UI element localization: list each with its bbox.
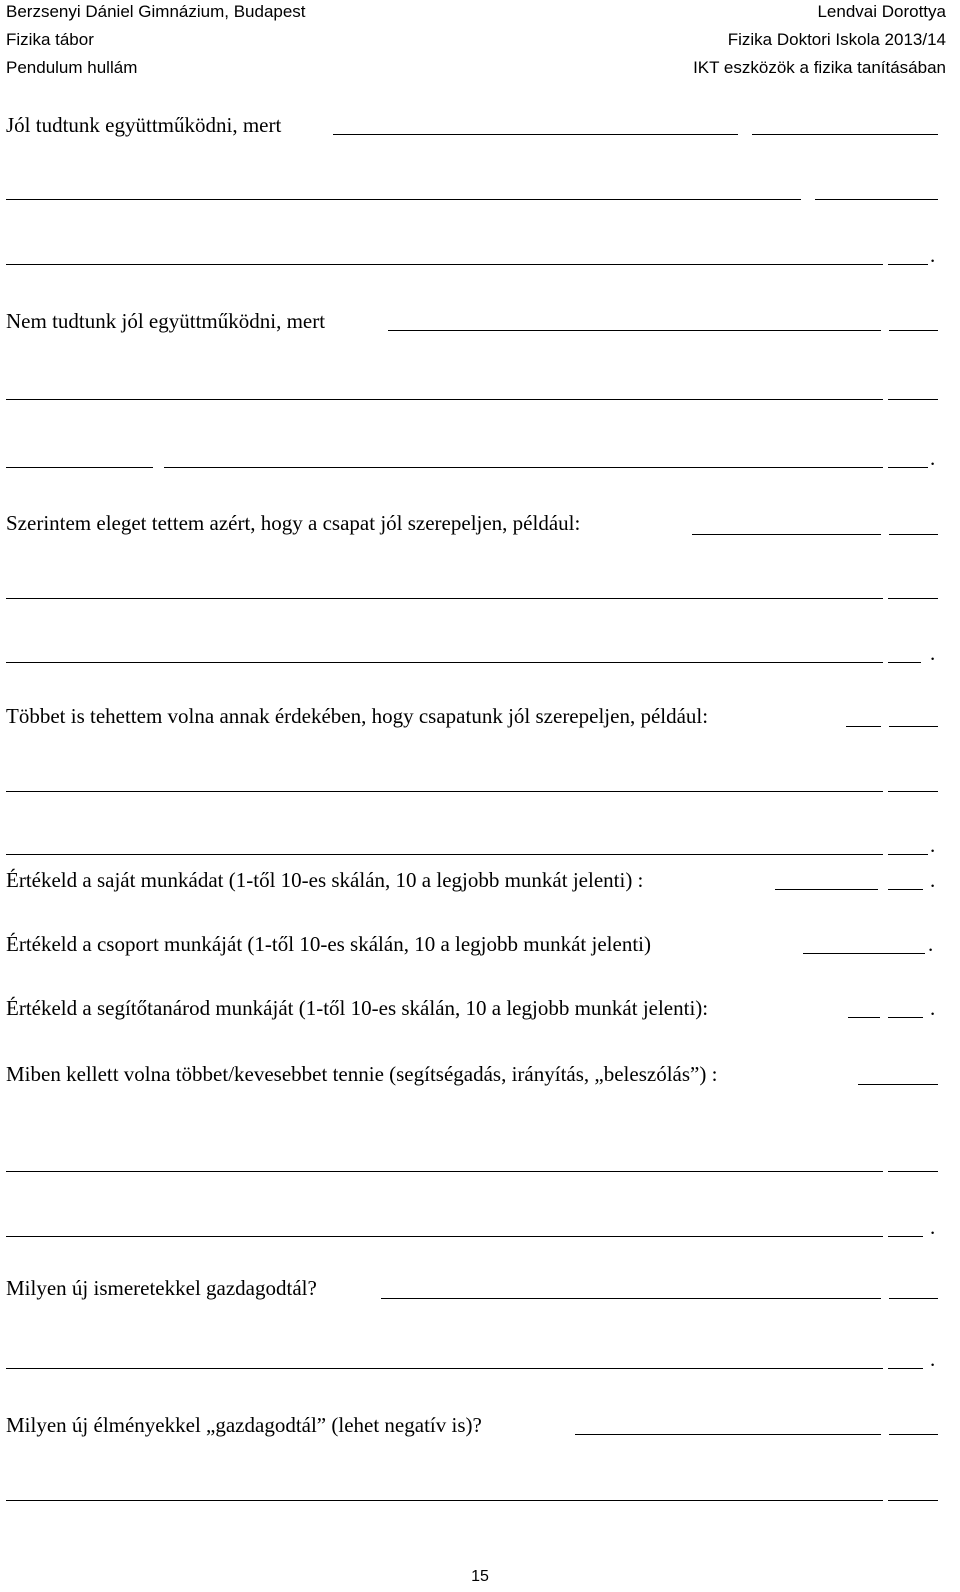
answer-line[interactable] <box>6 791 883 792</box>
answer-line[interactable] <box>846 726 881 727</box>
event-name: Fizika tábor <box>6 30 94 49</box>
rating-line[interactable] <box>848 1017 880 1018</box>
question-1: Jól tudtunk együttműködni, mert <box>6 113 282 137</box>
rating-line[interactable] <box>888 1017 923 1018</box>
answer-line[interactable] <box>888 854 928 855</box>
answer-line[interactable] <box>6 1368 883 1369</box>
answer-line[interactable] <box>858 1084 938 1085</box>
school-name: Berzsenyi Dániel Gimnázium, Budapest <box>6 2 306 21</box>
question-8: Miben kellett volna többet/kevesebbet tennie (segítségadás, irányítás, „beleszólás”) : <box>6 1062 718 1086</box>
answer-line[interactable] <box>888 467 928 468</box>
question-5: Értékeld a saját munkádat (1-től 10-es skálán, 10 a legjobb munkát jelenti) : <box>6 868 644 892</box>
period: . <box>930 446 936 470</box>
question-7: Értékeld a segítőtanárod munkáját (1-től 10-es skálán, 10 a legjobb munkát jelenti): <box>6 996 709 1020</box>
author-name: Lendvai Dorottya <box>817 2 946 21</box>
answer-line[interactable] <box>6 598 883 599</box>
answer-line[interactable] <box>692 534 881 535</box>
answer-line[interactable] <box>388 330 881 331</box>
rating-line[interactable] <box>888 889 923 890</box>
answer-line[interactable] <box>164 467 883 468</box>
answer-line[interactable] <box>889 726 938 727</box>
answer-line[interactable] <box>888 1171 938 1172</box>
answer-line[interactable] <box>6 1500 883 1501</box>
answer-line[interactable] <box>381 1298 881 1299</box>
answer-line[interactable] <box>6 1171 883 1172</box>
rating-line[interactable] <box>775 889 878 890</box>
question-6: Értékeld a csoport munkáját (1-től 10-es skálán, 10 a legjobb munkát jelenti) <box>6 932 651 956</box>
topic-name: Pendulum hullám <box>6 58 138 77</box>
answer-line[interactable] <box>6 662 883 663</box>
answer-line[interactable] <box>889 1298 938 1299</box>
answer-line[interactable] <box>6 264 883 265</box>
period: . <box>930 641 936 665</box>
question-10: Milyen új élményekkel „gazdagodtál” (lehet negatív is)? <box>6 1413 482 1437</box>
header-right <box>693 0 946 82</box>
period: . <box>928 932 934 956</box>
course-name: IKT eszközök a fizika tanításában <box>693 58 946 77</box>
answer-line[interactable] <box>815 199 938 200</box>
period: . <box>930 833 936 857</box>
answer-line[interactable] <box>888 1368 923 1369</box>
answer-line[interactable] <box>333 134 738 135</box>
program-name: Fizika Doktori Iskola 2013/14 <box>727 30 946 49</box>
answer-line[interactable] <box>6 1236 883 1237</box>
period: . <box>930 1215 936 1239</box>
rating-line[interactable] <box>803 953 925 954</box>
header-left <box>6 0 306 82</box>
period: . <box>930 1347 936 1371</box>
answer-line[interactable] <box>888 1500 938 1501</box>
answer-line[interactable] <box>6 399 883 400</box>
answer-line[interactable] <box>575 1434 881 1435</box>
answer-line[interactable] <box>889 1434 938 1435</box>
answer-line[interactable] <box>888 791 938 792</box>
question-9: Milyen új ismeretekkel gazdagodtál? <box>6 1276 317 1300</box>
answer-line[interactable] <box>6 854 883 855</box>
answer-line[interactable] <box>888 598 938 599</box>
period: . <box>930 996 936 1020</box>
answer-line[interactable] <box>6 199 801 200</box>
answer-line[interactable] <box>889 330 938 331</box>
period: . <box>930 868 936 892</box>
answer-line[interactable] <box>752 134 938 135</box>
period: . <box>930 243 936 267</box>
question-4: Többet is tehettem volna annak érdekében, hogy csapatunk jól szerepeljen, például: <box>6 704 709 728</box>
answer-line[interactable] <box>889 534 938 535</box>
question-2: Nem tudtunk jól együttműködni, mert <box>6 309 326 333</box>
answer-line[interactable] <box>888 1236 923 1237</box>
page-number: 15 <box>471 1568 489 1585</box>
answer-line[interactable] <box>6 467 153 468</box>
question-3: Szerintem eleget tettem azért, hogy a csapat jól szerepeljen, például: <box>6 511 581 535</box>
answer-line[interactable] <box>888 399 938 400</box>
answer-line[interactable] <box>888 264 928 265</box>
answer-line[interactable] <box>888 662 921 663</box>
